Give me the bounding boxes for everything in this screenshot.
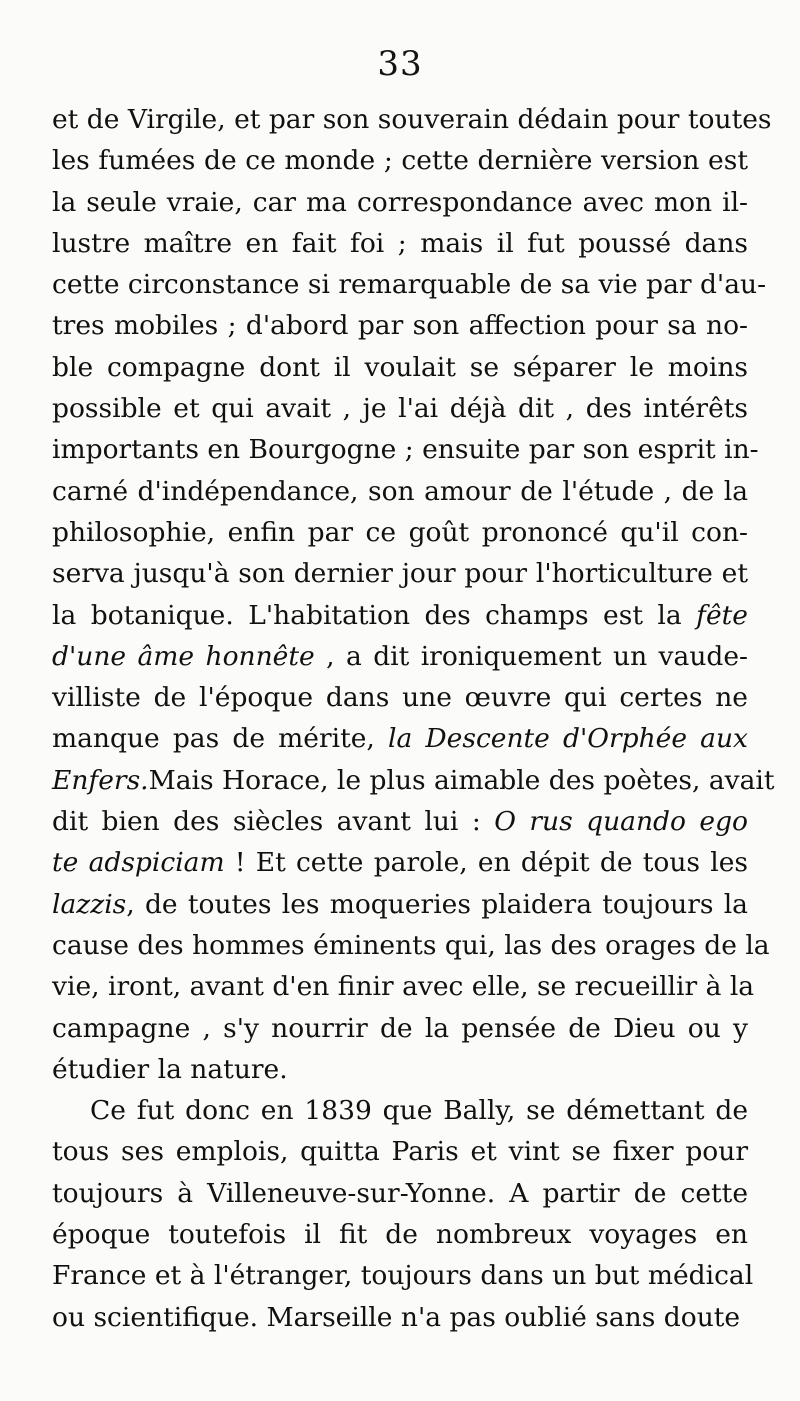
text-line	[52, 512, 748, 553]
text-run: étudier la nature.	[52, 1053, 288, 1085]
text-run: villiste de l'époque dans une œuvre qui certes ne	[52, 682, 748, 714]
text-line	[52, 223, 748, 264]
text-line	[52, 182, 748, 223]
text-line	[52, 884, 748, 925]
italic-text: O rus quando ego	[494, 806, 749, 838]
text-run: Mais Horace, le plus aimable des poètes, avait	[148, 764, 775, 796]
text-run: les fumées de ce monde ; cette dernière version est	[52, 145, 748, 177]
text-line	[52, 842, 748, 883]
italic-text: la Descente d'Orphée aux	[388, 723, 748, 755]
text-run: , de toutes les moqueries plaidera toujours la	[126, 888, 748, 920]
text-run: , a dit ironiquement un vaude-	[314, 640, 748, 672]
text-run: ble compagne dont il voulait se séparer le moins	[52, 351, 748, 383]
text-line	[52, 140, 748, 181]
text-line	[52, 1008, 748, 1049]
text-run: philosophie, enfin par ce goût prononcé qu'il con-	[52, 516, 748, 548]
text-run: cause des hommes éminents qui, las des orages de la	[52, 929, 770, 961]
text-run: importants en Bourgogne ; ensuite par son esprit in-	[52, 434, 759, 466]
text-line	[52, 760, 775, 801]
text-run: époque toutefois il fit de nombreux voyages en	[52, 1219, 748, 1251]
text-run: la botanique. L'habitation des champs est la	[52, 599, 697, 631]
text-line	[52, 1297, 748, 1338]
text-run: lustre maître en fait foi ; mais il fut poussé dans	[52, 227, 748, 259]
text-line	[52, 347, 748, 388]
text-line	[52, 925, 770, 966]
text-line	[52, 99, 772, 140]
text-run: cette circonstance si remarquable de sa vie par d'au-	[52, 269, 767, 301]
text-line	[52, 636, 748, 677]
text-run: la seule vraie, car ma correspondance avec mon il-	[52, 186, 748, 218]
italic-text: lazzis	[52, 888, 127, 920]
text-run: France et à l'étranger, toujours dans un but médical	[52, 1260, 754, 1292]
page-number: 33	[377, 44, 423, 84]
body-text	[52, 99, 775, 1338]
text-line	[52, 305, 748, 346]
text-run: ! Et cette parole, en dépit de tous les	[224, 847, 748, 879]
italic-text: d'une âme honnête	[52, 640, 315, 672]
text-line	[52, 1049, 748, 1090]
text-line	[52, 801, 748, 842]
text-line	[52, 1255, 754, 1296]
text-line	[52, 1214, 748, 1255]
italic-text: fête	[696, 599, 748, 631]
text-line	[52, 595, 748, 636]
text-run: tous ses emplois, quitta Paris et vint se fixer pour	[52, 1136, 748, 1168]
text-line	[52, 553, 748, 594]
text-line	[52, 718, 748, 759]
text-line	[52, 264, 767, 305]
text-run: vie, iront, avant d'en finir avec elle, se recueillir à la	[52, 971, 755, 1003]
text-line	[52, 388, 748, 429]
text-run: tres mobiles ; d'abord par son affection pour sa no-	[52, 310, 748, 342]
italic-text: te adspiciam	[52, 847, 225, 879]
text-run: possible et qui avait , je l'ai déjà dit , des intérêts	[52, 393, 748, 425]
text-line	[52, 429, 759, 470]
text-line	[52, 1173, 748, 1214]
text-run: carné d'indépendance, son amour de l'étude , de la	[52, 475, 748, 507]
text-line	[52, 677, 748, 718]
text-line	[52, 1131, 748, 1172]
text-run: manque pas de mérite,	[52, 723, 388, 755]
text-run: Ce fut donc en 1839 que Bally, se démettant de	[90, 1095, 748, 1127]
text-line	[52, 966, 755, 1007]
text-run: dit bien des siècles avant lui :	[52, 806, 495, 838]
paragraph-2	[52, 1090, 754, 1338]
italic-text: Enfers.	[52, 764, 149, 796]
text-line	[52, 1090, 748, 1131]
paragraph-1	[52, 99, 775, 1090]
text-run: ou scientifique. Marseille n'a pas oublié sans doute	[52, 1301, 741, 1333]
text-run: serva jusqu'à son dernier jour pour l'horticulture et	[52, 558, 748, 590]
text-run: et de Virgile, et par son souverain dédain pour toutes	[52, 104, 772, 135]
text-run: toujours à Villeneuve-sur-Yonne. A partir de cette	[52, 1177, 748, 1209]
text-run: campagne , s'y nourrir de la pensée de Dieu ou y	[52, 1012, 748, 1044]
text-line	[52, 471, 748, 512]
